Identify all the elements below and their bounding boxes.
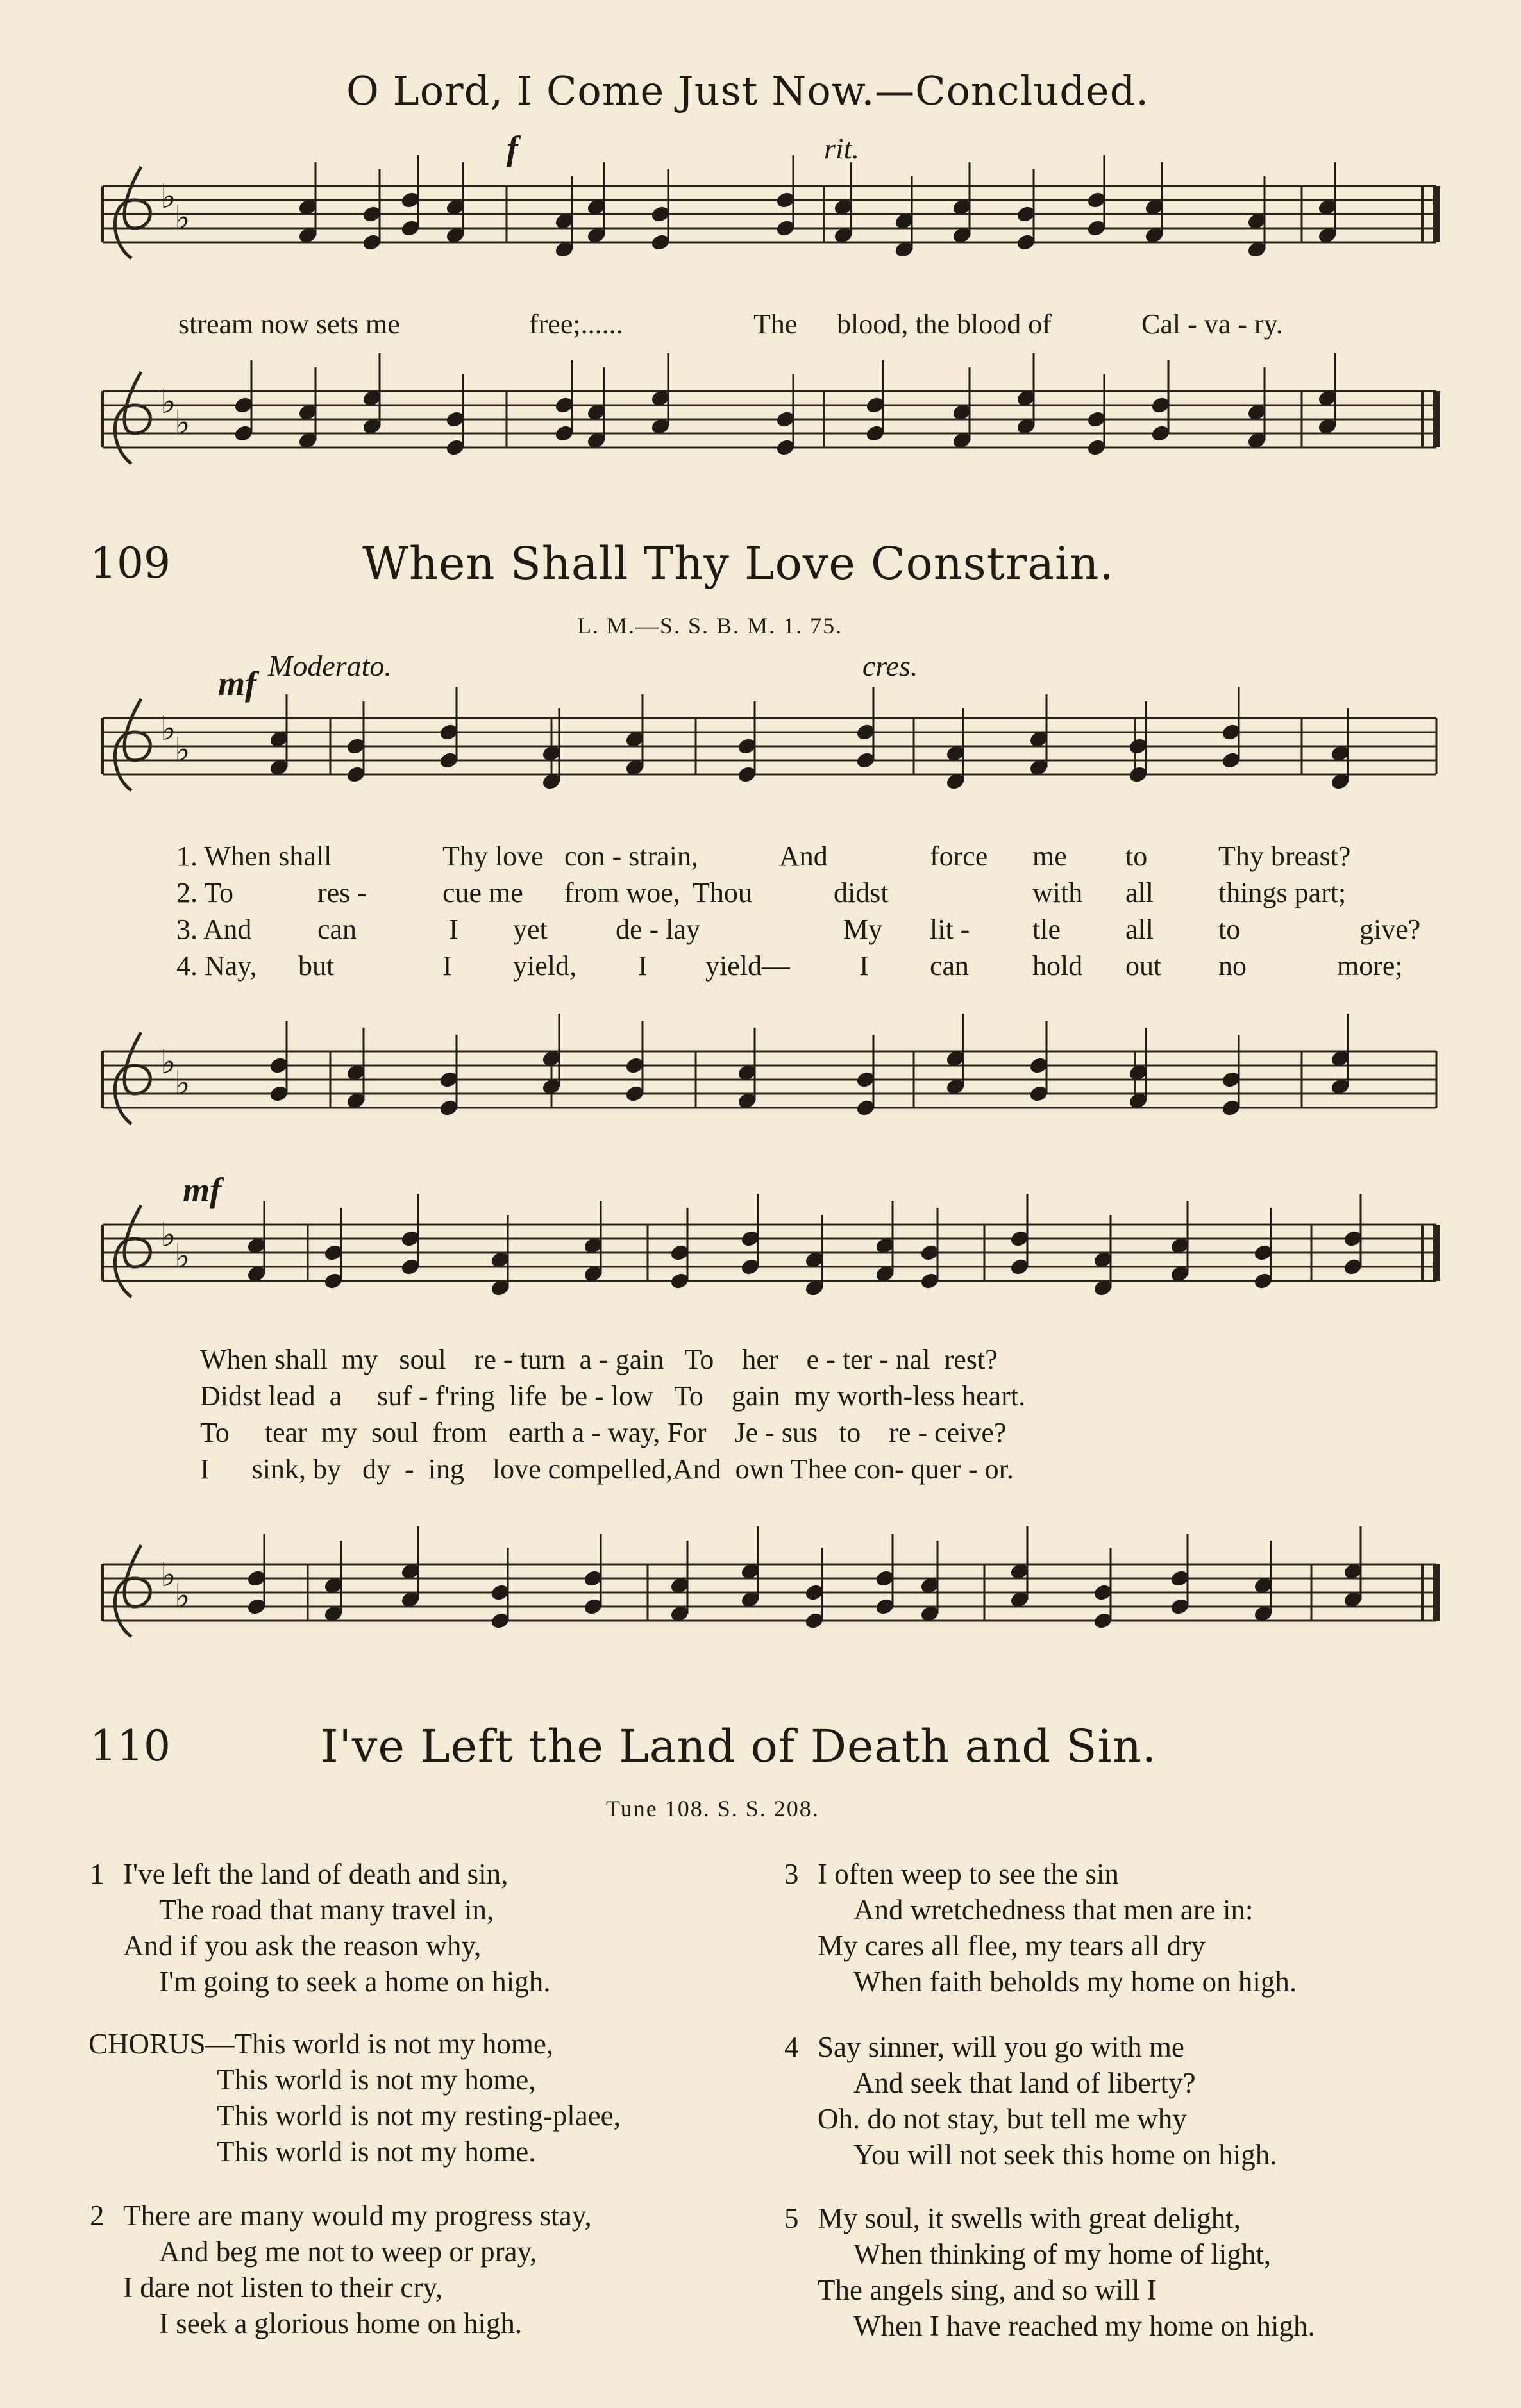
lyric-word: give? — [1359, 914, 1421, 945]
dynamic-mark-2: mf — [183, 1171, 221, 1209]
svg-text:♭: ♭ — [160, 1216, 176, 1255]
lyric-word: more; — [1337, 950, 1403, 982]
lyric-line — [0, 876, 1521, 912]
lyric-word: hold — [1032, 950, 1083, 982]
lyric-word: 4. Nay, — [176, 950, 257, 982]
lyric-word: Thy breast? — [1218, 840, 1351, 872]
rit-mark: rit. — [824, 132, 859, 165]
hymn-meter: L. M.—S. S. B. M. 1. 75. — [577, 613, 843, 639]
lyric-word: to — [1125, 840, 1148, 872]
verse-line: I often weep to see the sin — [818, 1858, 1119, 1890]
lyric-word: res - — [317, 877, 367, 908]
page-title: O Lord, I Come Just Now.—Concluded. — [346, 67, 1150, 114]
lyric-word: And — [779, 840, 828, 872]
lyric-word: can — [930, 950, 970, 982]
verse-5 — [784, 2200, 1315, 2344]
chorus — [88, 2026, 621, 2170]
verse-line: There are many would my progress stay, — [123, 2200, 592, 2232]
verse-line: You will not seek this home on high. — [853, 2139, 1277, 2171]
verse-2 — [90, 2198, 592, 2341]
lyric-word: to — [1218, 914, 1241, 945]
verse-line: This world is not my home, — [234, 2028, 554, 2060]
hymn-title: I've Left the Land of Death and Sin. — [321, 1720, 1157, 1773]
verse-line: And seek that land of liberty? — [853, 2067, 1196, 2099]
lyric-word: I — [859, 950, 869, 982]
lyric-line — [0, 949, 1521, 985]
chorus-label: CHORUS— — [88, 2028, 235, 2060]
svg-text:♭: ♭ — [160, 710, 176, 748]
verse-line: The road that many travel in, — [159, 1894, 494, 1926]
verse-line: Oh. do not stay, but tell me why — [818, 2103, 1187, 2135]
verse-1 — [90, 1856, 551, 2000]
lyric-line: To tear my soul from earth a - way, For Je - sus to re - ceive? — [200, 1417, 1007, 1448]
verse-number: 2 — [90, 2200, 105, 2232]
lyric-line: Didst lead a suf - f'ring life be - low To gain my worth-less heart. — [200, 1380, 1026, 1412]
lyric-word: yield, — [513, 950, 576, 982]
verse-line: This world is not my home, — [217, 2064, 536, 2096]
lyric-line — [0, 840, 1521, 876]
lyric-word: from woe, — [564, 877, 680, 908]
lyric-word: lit - — [930, 914, 970, 945]
svg-text:♭: ♭ — [160, 1556, 176, 1594]
verse-number: 1 — [90, 1858, 105, 1890]
lyric-line — [0, 913, 1521, 949]
lyrics-block-2 — [200, 1341, 1025, 1487]
lyric-word: didst — [834, 877, 889, 908]
lyric-word: no — [1218, 950, 1247, 982]
hymn-number: 109 — [90, 539, 171, 588]
lyric-word: de - lay — [616, 914, 700, 945]
lyric-word: all — [1125, 914, 1154, 945]
verse-line: When thinking of my home of light, — [853, 2238, 1272, 2270]
lyric-word: all — [1125, 877, 1154, 908]
lyric-word: things part; — [1218, 877, 1347, 908]
verse-line: I dare not listen to their cry, — [123, 2271, 443, 2303]
lyric-segment: blood, the blood of — [837, 308, 1052, 340]
svg-text:♭: ♭ — [174, 1577, 190, 1616]
verse-line: I've left the land of death and sin, — [123, 1858, 508, 1890]
verse-4 — [784, 2029, 1277, 2173]
crescendo-mark: cres. — [862, 649, 918, 682]
verse-number: 4 — [784, 2031, 799, 2063]
dynamic-mark: mf — [218, 664, 256, 703]
hymn-title: When Shall Thy Love Constrain. — [362, 537, 1114, 590]
lyric-word: can — [317, 914, 357, 945]
svg-text:♭: ♭ — [174, 1237, 190, 1276]
lyric-segment: Cal - va - ry. — [1141, 308, 1283, 340]
lyric-word: I — [449, 914, 458, 945]
tempo-mark: Moderato. — [268, 649, 392, 682]
section1-lyric-line — [0, 308, 1521, 344]
verse-line: My soul, it swells with great delight, — [818, 2202, 1241, 2234]
lyric-word: I — [638, 950, 648, 982]
lyric-segment: stream now sets me — [178, 308, 400, 340]
lyric-segment: free;...... — [529, 308, 623, 340]
lyric-word: con - strain, — [564, 840, 698, 872]
lyric-word: force — [930, 840, 988, 872]
lyric-word: cue me — [442, 877, 523, 908]
hymn-meter: Tune 108. S. S. 208. — [606, 1796, 819, 1821]
lyric-line: I sink, by dy - ing love compelled,And own Thee con- quer - or. — [200, 1453, 1014, 1485]
lyric-word: I — [442, 950, 452, 982]
verse-3 — [784, 1856, 1297, 2000]
lyric-word: Thou — [693, 877, 752, 908]
lyric-word: but — [298, 950, 335, 982]
lyric-segment: The — [753, 308, 798, 340]
verse-line: The angels sing, and so will I — [818, 2274, 1157, 2306]
lyric-word: 1. When shall — [176, 840, 332, 872]
verse-line: When faith beholds my home on high. — [853, 1966, 1297, 1998]
verse-line: And wretchedness that men are in: — [853, 1894, 1254, 1926]
lyric-word: tle — [1032, 914, 1061, 945]
lyric-word: me — [1032, 840, 1067, 872]
verse-line: This world is not my resting-plaee, — [217, 2100, 621, 2132]
lyric-word: yield— — [705, 950, 790, 982]
lyric-word: yet — [513, 914, 548, 945]
verse-number: 3 — [784, 1858, 799, 1890]
verse-line: And if you ask the reason why, — [123, 1930, 482, 1962]
verse-line: Say sinner, will you go with me — [818, 2031, 1184, 2063]
lyric-word: 2. To — [176, 877, 234, 908]
lyric-word: 3. And — [176, 914, 252, 945]
verse-line: When I have reached my home on high. — [853, 2310, 1315, 2342]
verse-line: My cares all flee, my tears all dry — [818, 1930, 1206, 1962]
svg-text:♭: ♭ — [160, 1043, 176, 1082]
lyric-word: out — [1125, 950, 1162, 982]
lyric-line: When shall my soul re - turn a - gain To her e - ter - nal rest? — [200, 1344, 998, 1375]
svg-text:♭: ♭ — [174, 199, 190, 237]
verse-number: 5 — [784, 2202, 799, 2234]
verse-line: I seek a glorious home on high. — [159, 2307, 523, 2339]
hymn-number: 110 — [90, 1721, 171, 1771]
svg-text:♭: ♭ — [174, 404, 190, 442]
svg-text:♭: ♭ — [160, 178, 176, 216]
lyric-word: My — [843, 914, 883, 945]
svg-text:♭: ♭ — [174, 731, 190, 769]
verse-line: And beg me not to weep or pray, — [159, 2236, 537, 2268]
svg-text:♭: ♭ — [174, 1064, 190, 1103]
svg-text:♭: ♭ — [160, 383, 176, 421]
lyric-word: Thy love — [442, 840, 544, 872]
lyric-word: with — [1032, 877, 1083, 908]
verse-line: This world is not my home. — [217, 2136, 536, 2168]
verse-line: I'm going to seek a home on high. — [159, 1966, 551, 1998]
forte-mark: f — [507, 129, 518, 167]
